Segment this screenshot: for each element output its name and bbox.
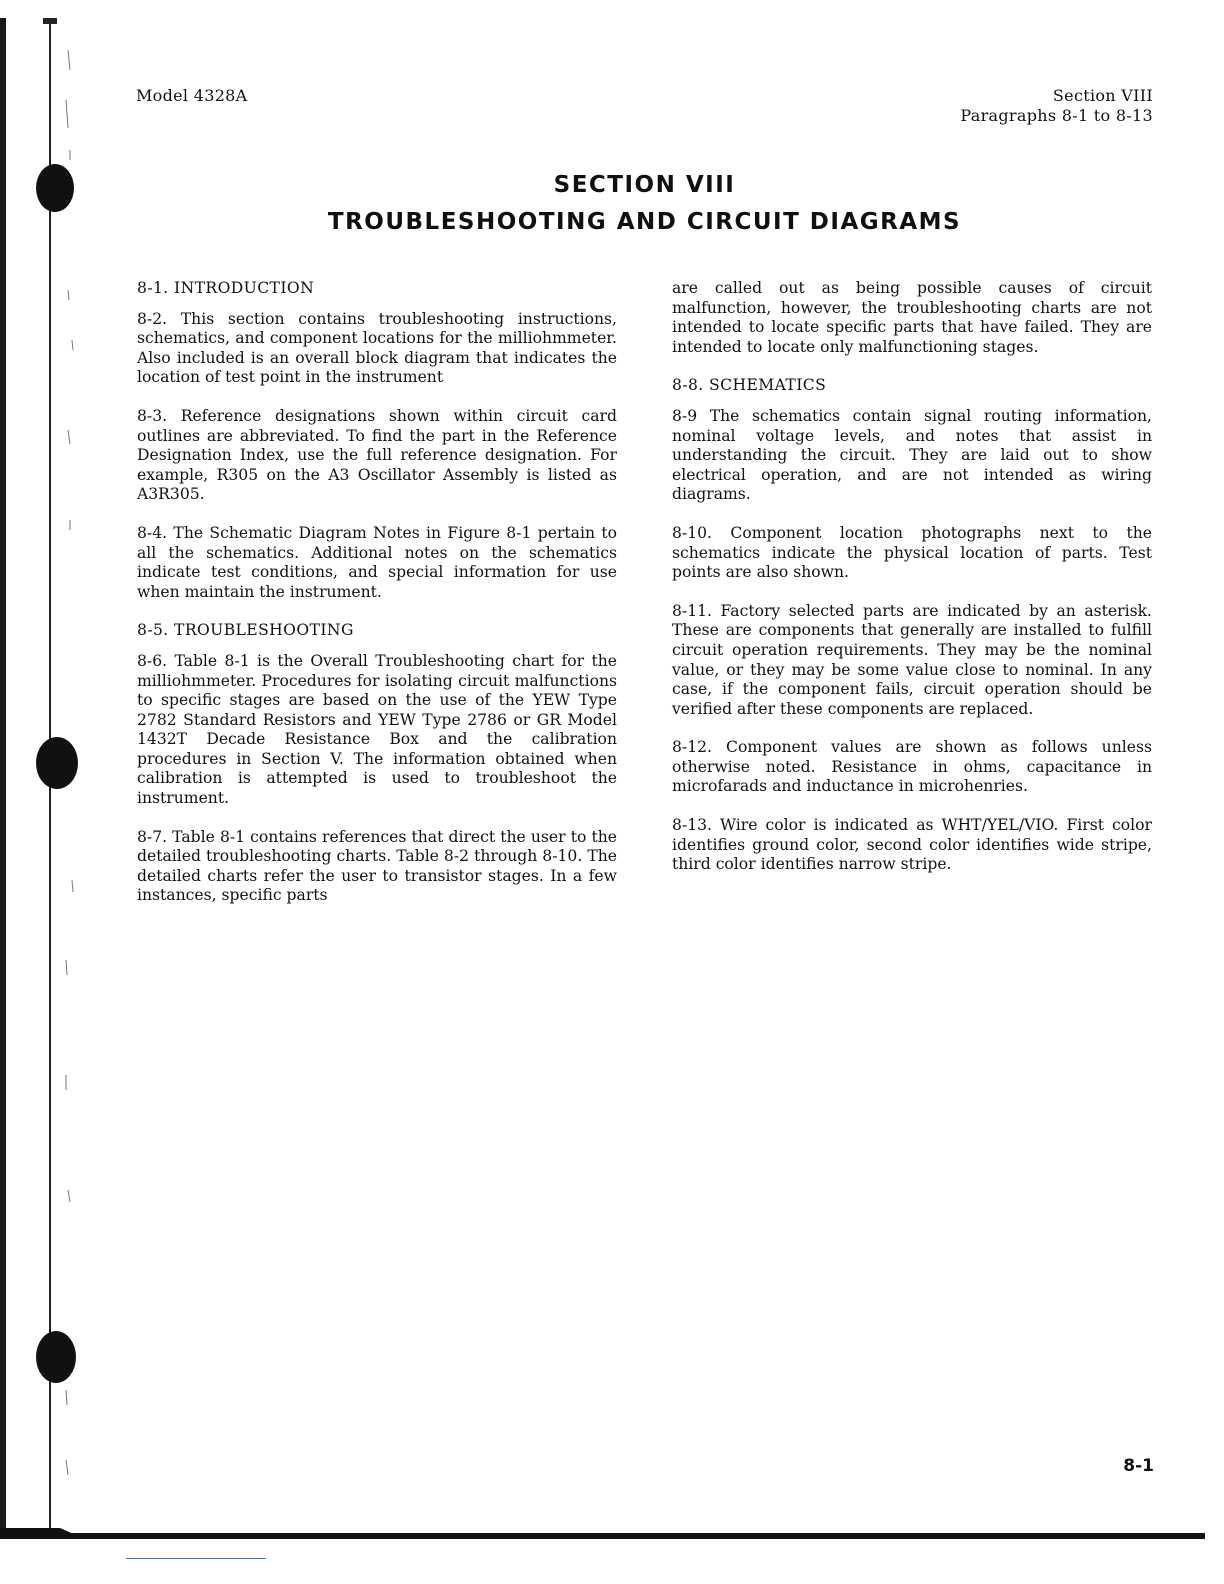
paragraph-8-7-continued: are called out as being possible causes of circuit malfunction, however, the troubleshooting charts are not intended to locate specific parts that have failed. They are intended to locate only malfunctioning stages. [672,279,1152,356]
paragraph-8-2: 8-2. This section contains troubleshooting instructions, schematics, and component locations for the milliohmmeter. Also included is an overall block diagram that indicates the location of test point in the instrument [137,309,617,387]
section-label: Section VIII [1052,86,1153,105]
blue-rule [126,1558,266,1559]
heading-schematics: 8-8. SCHEMATICS [672,376,827,395]
heading-introduction: 8-1. INTRODUCTION [137,279,315,297]
heading-troubleshooting: 8-5. TROUBLESHOOTING [137,621,354,640]
paragraph-8-11: 8-11. Factory selected parts are indicated by an asterisk. These are components that generally are installed to fulfill circuit operation requirements. They may be the nominal value, or they may be some value close to nominal. In any case, if the component fails, circuit operation should be verified after these components are replaced. [672,601,1152,718]
punch-hole-bottom [36,1331,76,1383]
paragraph-8-3: 8-3. Reference designations shown within circuit card outlines are abbreviated. To find the part in the Reference Designation Index, use the full reference designation. For example, R305 on the A3 Oscillator Assembly is listed as A3R305. [137,406,617,504]
paragraph-8-7: 8-7. Table 8-1 contains references that direct the user to the detailed troubleshooting charts. Table 8-2 through 8-10. The detailed charts refer the user to transistor stages. In a few instances, specific parts [137,827,617,905]
paragraph-range: Paragraphs 8-1 to 8-13 [960,106,1153,125]
right-column [672,279,1152,894]
punch-hole-middle [36,737,78,789]
model-label: Model 4328A [136,86,248,105]
section-subtitle: TROUBLESHOOTING AND CIRCUIT DIAGRAMS [327,209,962,235]
paragraph-8-10: 8-10. Component location photographs next to the schematics indicate the physical location of parts. Test points are also shown. [672,523,1152,582]
section-title: SECTION VIII [553,172,736,198]
punch-hole-top [36,164,74,212]
binder-edge [0,0,90,1584]
paragraph-8-13: 8-13. Wire color is indicated as WHT/YEL/VIO. First color identifies ground color, second color identifies wide stripe, third color identifies narrow stripe. [672,816,1152,874]
paragraph-8-12: 8-12. Component values are shown as follows unless otherwise noted. Resistance in ohms, capacitance in microfarads and inductance in microhenries. [672,738,1152,796]
paragraph-8-9: 8-9 The schematics contain signal routing information, nominal voltage levels, and notes that assist in understanding the circuit. They are laid out to show electrical operation, and are not intended as wiring diagrams. [672,406,1152,504]
left-column [137,279,617,925]
bottom-rule [0,1533,1205,1539]
paragraph-8-4: 8-4. The Schematic Diagram Notes in Figure 8-1 pertain to all the schematics. Additional notes on the schematics indicate test conditions, and special information for use when maintain the instrument. [137,523,617,601]
section-reference [960,86,1153,126]
paragraph-8-6: 8-6. Table 8-1 is the Overall Troubleshooting chart for the milliohmmeter. Procedures for isolating circuit malfunctions to specific stages are based on the use of the YEW Type 2782 Standard Resistors and YEW Type 2786 or GR Model 1432T Decade Resistance Box and the calibration procedures in Section V. The information obtained when calibration is attempted is used to troubleshoot the instrument. [137,651,617,808]
page-number: 8-1 [1123,1456,1154,1476]
